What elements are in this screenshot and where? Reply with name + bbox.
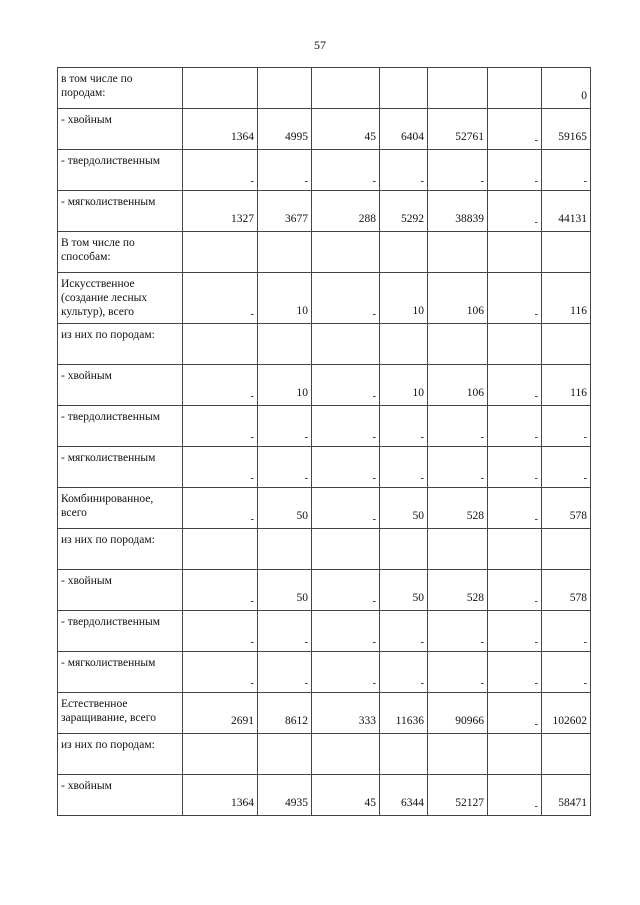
cell-value: 2691 <box>231 715 254 727</box>
cell-value: - <box>250 514 254 525</box>
cell-value: 6404 <box>401 131 424 143</box>
cell-value: 59165 <box>558 131 587 143</box>
cell-value: - <box>250 637 254 648</box>
table-cell <box>312 191 380 232</box>
table-row <box>58 109 591 150</box>
table-cell <box>312 693 380 734</box>
cell-value: 38839 <box>455 213 484 225</box>
table-cell <box>428 488 488 529</box>
cell-value: - <box>534 678 538 689</box>
row-label: - хвойным <box>58 365 183 406</box>
table-cell <box>380 488 428 529</box>
row-label: - твердолиственным <box>58 406 183 447</box>
table-row <box>58 68 591 109</box>
cell-value: - <box>480 473 484 484</box>
table-cell <box>183 365 258 406</box>
table-cell <box>428 611 488 652</box>
cell-value: - <box>534 135 538 146</box>
row-label: из них по породам: <box>58 324 183 365</box>
table-cell <box>183 68 258 109</box>
row-label: из них по породам: <box>58 529 183 570</box>
cell-value: 102602 <box>552 715 587 727</box>
cell-value: - <box>534 801 538 812</box>
cell-value: - <box>372 678 376 689</box>
table-row <box>58 232 591 273</box>
cell-value: 50 <box>296 592 308 604</box>
table-cell <box>428 406 488 447</box>
row-label: в том числе по породам: <box>58 68 183 109</box>
table-cell <box>380 775 428 816</box>
cell-value: 116 <box>570 305 587 317</box>
cell-value: 52761 <box>455 131 484 143</box>
table-cell <box>183 693 258 734</box>
table-cell <box>312 570 380 611</box>
table-cell <box>312 734 380 775</box>
cell-value: - <box>534 217 538 228</box>
table-row <box>58 775 591 816</box>
table-cell <box>312 611 380 652</box>
cell-value: 11636 <box>395 715 424 727</box>
cell-value: 58471 <box>558 797 587 809</box>
table-cell <box>488 611 542 652</box>
table-row <box>58 150 591 191</box>
table-cell <box>258 529 312 570</box>
table-cell <box>380 150 428 191</box>
table-cell <box>488 734 542 775</box>
table-cell <box>258 488 312 529</box>
cell-value: - <box>420 637 424 648</box>
table-cell <box>258 365 312 406</box>
row-label: - твердолиственным <box>58 611 183 652</box>
table-cell <box>542 273 591 324</box>
table-cell <box>258 652 312 693</box>
table-cell <box>380 324 428 365</box>
row-label: - хвойным <box>58 570 183 611</box>
cell-value: - <box>372 473 376 484</box>
table-cell <box>428 652 488 693</box>
cell-value: - <box>304 432 308 443</box>
table-cell <box>488 232 542 273</box>
table-cell <box>428 273 488 324</box>
table-cell <box>183 529 258 570</box>
table-cell <box>380 570 428 611</box>
table-cell <box>542 406 591 447</box>
table-cell <box>428 191 488 232</box>
cell-value: 106 <box>466 387 484 399</box>
table-cell <box>380 447 428 488</box>
cell-value: 10 <box>412 305 424 317</box>
row-label: - хвойным <box>58 775 183 816</box>
cell-value: - <box>583 432 587 443</box>
cell-value: - <box>534 637 538 648</box>
row-label: - хвойным <box>58 109 183 150</box>
cell-value: - <box>372 391 376 402</box>
table-cell <box>183 611 258 652</box>
cell-value: 106 <box>466 305 484 317</box>
cell-value: - <box>372 176 376 187</box>
table-cell <box>312 488 380 529</box>
cell-value: 10 <box>412 387 424 399</box>
table-row <box>58 652 591 693</box>
table-cell <box>258 109 312 150</box>
cell-value: - <box>583 678 587 689</box>
table-cell <box>542 488 591 529</box>
cell-value: 8612 <box>285 715 308 727</box>
cell-value: 4995 <box>285 131 308 143</box>
table-cell <box>312 109 380 150</box>
cell-value: - <box>304 678 308 689</box>
cell-value: - <box>250 596 254 607</box>
row-label: - мягколиственным <box>58 191 183 232</box>
table-cell <box>183 570 258 611</box>
cell-value: 45 <box>364 131 376 143</box>
table-row <box>58 488 591 529</box>
table-cell <box>380 406 428 447</box>
cell-value: 50 <box>412 510 424 522</box>
table-row <box>58 365 591 406</box>
table-cell <box>312 273 380 324</box>
table-row <box>58 324 591 365</box>
cell-value: - <box>372 637 376 648</box>
cell-value: 116 <box>570 387 587 399</box>
table-row <box>58 529 591 570</box>
table-cell <box>380 529 428 570</box>
table-row <box>58 570 591 611</box>
cell-value: - <box>420 432 424 443</box>
table-cell <box>183 273 258 324</box>
cell-value: 0 <box>581 90 587 102</box>
table-cell <box>380 109 428 150</box>
table-cell <box>183 406 258 447</box>
cell-value: 10 <box>296 305 308 317</box>
table-cell <box>183 232 258 273</box>
cell-value: 45 <box>364 797 376 809</box>
row-label: В том числе по способам: <box>58 232 183 273</box>
cell-value: - <box>534 514 538 525</box>
table-cell <box>428 693 488 734</box>
table-cell <box>488 109 542 150</box>
table-cell <box>542 232 591 273</box>
table-cell <box>542 775 591 816</box>
row-label: - твердолиственным <box>58 150 183 191</box>
table-cell <box>258 150 312 191</box>
table-row <box>58 611 591 652</box>
cell-value: 288 <box>358 213 376 225</box>
cell-value: 528 <box>466 510 484 522</box>
table-cell <box>542 611 591 652</box>
cell-value: - <box>534 176 538 187</box>
cell-value: 1327 <box>231 213 254 225</box>
cell-value: - <box>304 176 308 187</box>
row-label: - мягколиственным <box>58 447 183 488</box>
cell-value: - <box>534 309 538 320</box>
table-cell <box>380 273 428 324</box>
row-label: Естественное заращивание, всего <box>58 693 183 734</box>
table-cell <box>488 365 542 406</box>
table-cell <box>380 693 428 734</box>
cell-value: 578 <box>569 592 587 604</box>
cell-value: - <box>250 678 254 689</box>
table-cell <box>428 734 488 775</box>
table-cell <box>542 150 591 191</box>
cell-value: - <box>534 596 538 607</box>
cell-value: - <box>534 473 538 484</box>
table-cell <box>428 324 488 365</box>
table-cell <box>488 191 542 232</box>
cell-value: - <box>420 678 424 689</box>
table-cell <box>312 150 380 191</box>
table-cell <box>183 324 258 365</box>
table-cell <box>312 324 380 365</box>
table-cell <box>183 775 258 816</box>
table-cell <box>380 68 428 109</box>
table-cell <box>542 652 591 693</box>
table-cell <box>312 68 380 109</box>
table-row <box>58 447 591 488</box>
table-cell <box>488 324 542 365</box>
cell-value: 50 <box>412 592 424 604</box>
table-cell <box>258 570 312 611</box>
cell-value: - <box>583 176 587 187</box>
table-cell <box>312 406 380 447</box>
table-cell <box>428 365 488 406</box>
table-cell <box>183 734 258 775</box>
cell-value: 44131 <box>558 213 587 225</box>
table-cell <box>488 570 542 611</box>
table-row <box>58 734 591 775</box>
cell-value: 333 <box>358 715 376 727</box>
table-cell <box>428 775 488 816</box>
cell-value: - <box>480 637 484 648</box>
table-cell <box>542 191 591 232</box>
table-cell <box>183 109 258 150</box>
table-cell <box>312 652 380 693</box>
table-cell <box>428 232 488 273</box>
cell-value: - <box>534 391 538 402</box>
cell-value: 1364 <box>231 131 254 143</box>
table-cell <box>488 273 542 324</box>
table-cell <box>258 447 312 488</box>
cell-value: - <box>250 309 254 320</box>
cell-value: - <box>372 309 376 320</box>
cell-value: - <box>250 391 254 402</box>
cell-value: - <box>250 432 254 443</box>
table-cell <box>542 68 591 109</box>
table-row <box>58 191 591 232</box>
table-cell <box>183 150 258 191</box>
table-cell <box>380 734 428 775</box>
table-row <box>58 693 591 734</box>
table-cell <box>258 775 312 816</box>
row-label: - мягколиственным <box>58 652 183 693</box>
cell-value: 5292 <box>401 213 424 225</box>
cell-value: 4935 <box>285 797 308 809</box>
table-cell <box>488 150 542 191</box>
row-label: Комбинированное, всего <box>58 488 183 529</box>
table-cell <box>488 488 542 529</box>
cell-value: 3677 <box>285 213 308 225</box>
cell-value: 90966 <box>455 715 484 727</box>
table-cell <box>488 775 542 816</box>
table-cell <box>488 406 542 447</box>
table-cell <box>380 652 428 693</box>
table-cell <box>183 652 258 693</box>
table-cell <box>258 406 312 447</box>
table-cell <box>488 529 542 570</box>
cell-value: - <box>372 514 376 525</box>
cell-value: 52127 <box>455 797 484 809</box>
table-cell <box>258 611 312 652</box>
table-cell <box>312 232 380 273</box>
table-cell <box>428 150 488 191</box>
table-cell <box>312 529 380 570</box>
table-cell <box>542 447 591 488</box>
cell-value: 10 <box>296 387 308 399</box>
cell-value: - <box>583 637 587 648</box>
table-cell <box>380 232 428 273</box>
row-label: из них по породам: <box>58 734 183 775</box>
table-cell <box>258 734 312 775</box>
cell-value: - <box>420 176 424 187</box>
table-cell <box>258 324 312 365</box>
table-cell <box>542 365 591 406</box>
table-cell <box>542 570 591 611</box>
table-cell <box>488 693 542 734</box>
table-cell <box>183 488 258 529</box>
table-cell <box>380 191 428 232</box>
cell-value: 1364 <box>231 797 254 809</box>
table-cell <box>488 652 542 693</box>
table-row <box>58 406 591 447</box>
table-cell <box>258 68 312 109</box>
table-cell <box>312 365 380 406</box>
cell-value: 528 <box>466 592 484 604</box>
forest-data-table <box>57 67 591 816</box>
table-cell <box>380 365 428 406</box>
cell-value: - <box>480 432 484 443</box>
cell-value: - <box>304 637 308 648</box>
cell-value: 50 <box>296 510 308 522</box>
table-cell <box>542 529 591 570</box>
cell-value: - <box>534 719 538 730</box>
cell-value: - <box>372 596 376 607</box>
table-cell <box>542 324 591 365</box>
table-row <box>58 273 591 324</box>
table-cell <box>542 734 591 775</box>
cell-value: - <box>250 473 254 484</box>
table-cell <box>183 191 258 232</box>
table-cell <box>312 775 380 816</box>
row-label: Искусственное (создание лесных культур), всего <box>58 273 183 324</box>
table-cell <box>488 68 542 109</box>
table-cell <box>258 693 312 734</box>
cell-value: - <box>372 432 376 443</box>
cell-value: - <box>534 432 538 443</box>
table-cell <box>258 232 312 273</box>
cell-value: 578 <box>569 510 587 522</box>
table-cell <box>428 529 488 570</box>
cell-value: - <box>304 473 308 484</box>
table-cell <box>542 109 591 150</box>
table-cell <box>428 570 488 611</box>
table-cell <box>428 447 488 488</box>
table-cell <box>488 447 542 488</box>
table-cell <box>428 68 488 109</box>
cell-value: - <box>420 473 424 484</box>
table-cell <box>258 273 312 324</box>
table-cell <box>183 447 258 488</box>
cell-value: - <box>250 176 254 187</box>
table-cell <box>258 191 312 232</box>
table-cell <box>542 693 591 734</box>
cell-value: - <box>480 176 484 187</box>
table-cell <box>428 109 488 150</box>
table-cell <box>380 611 428 652</box>
cell-value: - <box>583 473 587 484</box>
table-cell <box>312 447 380 488</box>
page-number: 57 <box>314 38 326 52</box>
cell-value: - <box>480 678 484 689</box>
cell-value: 6344 <box>401 797 424 809</box>
